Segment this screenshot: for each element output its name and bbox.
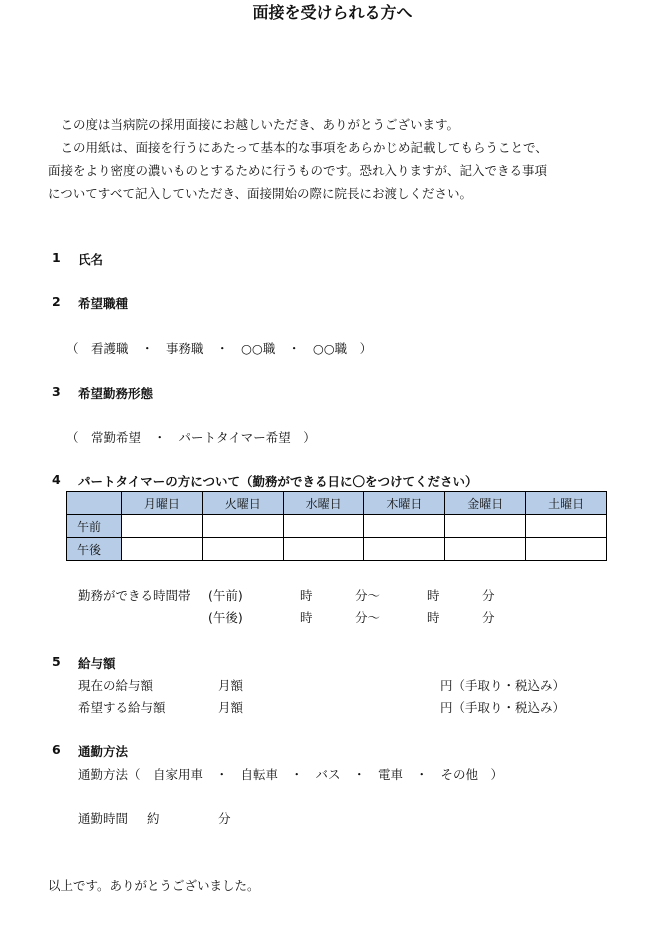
day-header-mon: 月曜日 [122, 492, 203, 515]
desired-salary-monthly: 月額 [218, 700, 244, 715]
job-type-options[interactable]: （ 看護職 ・ 事務職 ・ ○○職 ・ ○○職 ） [66, 341, 373, 356]
section-1-heading: 氏名 [78, 252, 104, 267]
table-row [67, 538, 607, 561]
closing-text: 以上です。ありがとうございました。 [48, 878, 260, 893]
cell-am-sat[interactable] [526, 515, 607, 538]
work-style-options[interactable]: （ 常勤希望 ・ パートタイマー希望 ） [66, 430, 316, 445]
intro-line-1: この度は当病院の採用面接にお越しいただき、ありがとうございます。 [48, 117, 460, 132]
pm-start-minute-unit[interactable]: 分～ [355, 610, 381, 625]
am-label: (午前) [208, 588, 243, 603]
commute-time-approx: 約 [147, 811, 160, 826]
section-1-number: 1 [52, 250, 61, 265]
cell-am-thu[interactable] [364, 515, 445, 538]
availability-table [66, 491, 607, 561]
day-header-sat: 土曜日 [526, 492, 607, 515]
section-2-number: 2 [52, 294, 61, 309]
cell-pm-mon[interactable] [122, 538, 203, 561]
cell-am-tue[interactable] [202, 515, 283, 538]
pm-end-hour-unit[interactable]: 時 [427, 610, 440, 625]
pm-label: (午後) [208, 610, 243, 625]
am-start-hour-unit[interactable]: 時 [300, 588, 313, 603]
cell-pm-sat[interactable] [526, 538, 607, 561]
section-3-number: 3 [52, 384, 61, 399]
row-header-am: 午前 [67, 515, 122, 538]
intro-line-3: 面接をより密度の濃いものとするために行うものです。恐れ入りますが、記入できる事項 [48, 163, 548, 178]
cell-pm-fri[interactable] [445, 538, 526, 561]
am-end-minute-unit[interactable]: 分 [482, 588, 495, 603]
section-5-heading: 給与額 [78, 656, 116, 671]
am-end-hour-unit[interactable]: 時 [427, 588, 440, 603]
cell-pm-tue[interactable] [202, 538, 283, 561]
current-salary-monthly: 月額 [218, 678, 244, 693]
table-header-row [67, 492, 607, 515]
time-range-label: 勤務ができる時間帯 [78, 588, 191, 603]
current-salary-yen-note: 円（手取り・税込み） [440, 678, 566, 693]
day-header-tue: 火曜日 [202, 492, 283, 515]
pm-start-hour-unit[interactable]: 時 [300, 610, 313, 625]
desired-salary-yen-note: 円（手取り・税込み） [440, 700, 566, 715]
desired-salary-label: 希望する給与額 [78, 700, 166, 715]
current-salary-label: 現在の給与額 [78, 678, 154, 693]
cell-pm-wed[interactable] [283, 538, 364, 561]
section-6-heading: 通勤方法 [78, 744, 129, 759]
day-header-wed: 水曜日 [283, 492, 364, 515]
section-3-heading: 希望勤務形態 [78, 386, 154, 401]
section-6-number: 6 [52, 742, 61, 757]
am-start-minute-unit[interactable]: 分～ [355, 588, 381, 603]
commute-time-minute-unit[interactable]: 分 [218, 811, 231, 826]
commute-time-label: 通勤時間 [78, 811, 129, 826]
page-title: 面接を受けられる方へ [252, 3, 413, 22]
pm-end-minute-unit[interactable]: 分 [482, 610, 495, 625]
intro-line-2: この用紙は、面接を行うにあたって基本的な事項をあらかじめ記載してもらうことで、 [48, 140, 548, 155]
cell-am-fri[interactable] [445, 515, 526, 538]
day-header-fri: 金曜日 [445, 492, 526, 515]
day-header-thu: 木曜日 [364, 492, 445, 515]
section-2-heading: 希望職種 [78, 296, 129, 311]
row-header-pm: 午後 [67, 538, 122, 561]
cell-am-wed[interactable] [283, 515, 364, 538]
intro-line-4: についてすべて記入していただき、面接開始の際に院長にお渡しください。 [48, 186, 473, 201]
corner-cell [67, 492, 122, 515]
cell-pm-thu[interactable] [364, 538, 445, 561]
section-4-number: 4 [52, 472, 61, 487]
commute-method-options[interactable]: 通勤方法（ 自家用車 ・ 自転車 ・ バス ・ 電車 ・ その他 ） [78, 767, 504, 782]
section-4-heading: パートタイマーの方について（勤務ができる日に〇をつけてください） [78, 474, 478, 489]
cell-am-mon[interactable] [122, 515, 203, 538]
table-row [67, 515, 607, 538]
section-5-number: 5 [52, 654, 61, 669]
